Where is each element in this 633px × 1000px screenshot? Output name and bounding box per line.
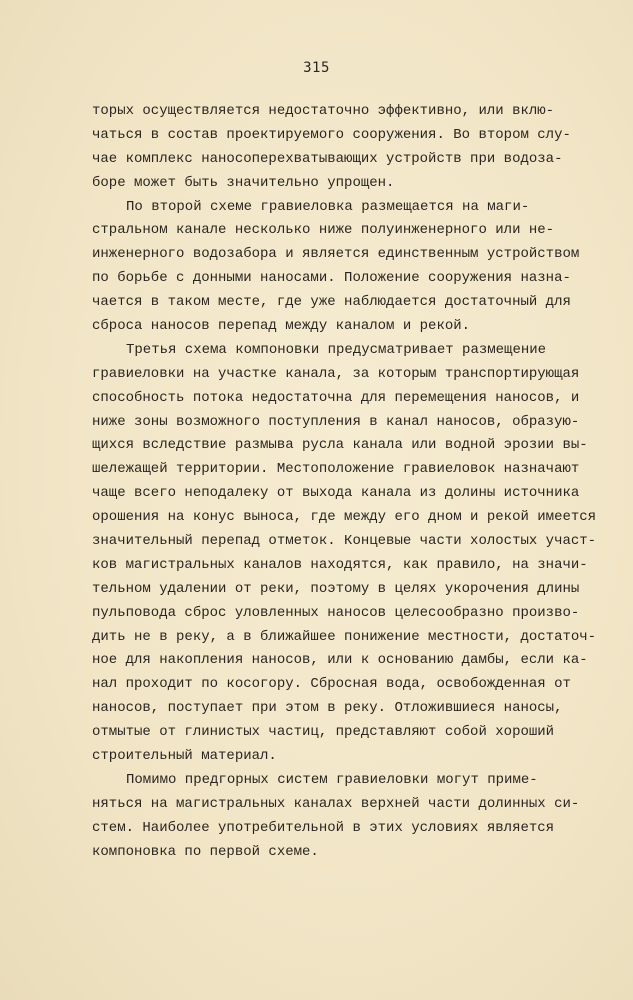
paragraph-1	[92, 100, 572, 196]
text-line: ное для накопления наносов, или к основанию дамбы, если ка-	[92, 652, 588, 669]
text-line: По второй схеме гравиеловка размещается на маги-	[126, 198, 530, 215]
text-line: боре может быть значительно упрощен.	[92, 174, 395, 191]
text-line: отмытые от глинистых частиц, представляют собой хороший	[92, 724, 555, 741]
text-line: стральном канале несколько ниже полуинженерного или не-	[92, 222, 555, 239]
text-line: шележащей территории. Местоположение гравиеловок назначают	[92, 461, 580, 478]
text-line: чается в таком месте, где уже наблюдается достаточный для	[92, 294, 571, 311]
text-line: Третья схема компоновки предусматривает размещение	[126, 341, 547, 358]
paragraph-3	[92, 339, 597, 769]
text-line: чаться в состав проектируемого сооружения. Во втором слу-	[92, 126, 571, 143]
text-line: сброса наносов перепад между каналом и рекой.	[92, 318, 471, 335]
text-line: тельном удалении от реки, поэтому в целях укорочения длины	[92, 580, 580, 597]
text-line: орошения на конус выноса, где между его дном и рекой имеется	[92, 509, 597, 526]
text-line: щихся вследствие размыва русла канала или водной эрозии вы-	[92, 437, 588, 454]
text-line: нал проходит по косогору. Сбросная вода, освобожденная от	[92, 676, 571, 693]
text-line: пульповода сброс уловленных наносов целесообразно произво-	[92, 604, 580, 621]
text-line: наносов, поступает при этом в реку. Отложившиеся наносы,	[92, 700, 563, 717]
text-line: способность потока недостаточна для перемещения наносов, и	[92, 389, 580, 406]
text-line: инженерного водозабора и является единственным устройством	[92, 246, 580, 263]
text-line: гравиеловки на участке канала, за которым транспортирующая	[92, 365, 580, 382]
text-line: стем. Наиболее употребительной в этих условиях является	[92, 819, 555, 836]
text-line: компоновка по первой схеме.	[92, 843, 319, 860]
text-line: торых осуществляется недостаточно эффективно, или вклю-	[92, 103, 555, 119]
text-line: чае комплекс наносоперехватывающих устройств при водоза-	[92, 150, 563, 167]
text-line: ниже зоны возможного поступления в канал наносов, образую-	[92, 413, 580, 430]
text-line: чаще всего неподалеку от выхода канала из долины источника	[92, 485, 580, 502]
text-line: ков магистральных каналов находятся, как правило, на значи-	[92, 556, 588, 573]
text-line: Помимо предгорных систем гравиеловки могут приме-	[126, 771, 538, 788]
page-number: 315	[303, 60, 330, 76]
paragraph-2	[92, 196, 580, 339]
text-line: строительный материал.	[92, 748, 277, 765]
paragraph-4	[92, 769, 580, 865]
text-line: по борьбе с донными наносами. Положение сооружения назна-	[92, 270, 571, 287]
document-body	[92, 100, 597, 865]
text-line: няться на магистральных каналах верхней части долинных си-	[92, 795, 580, 812]
text-line: дить не в реку, а в ближайшее понижение местности, достаточ-	[92, 628, 597, 645]
text-line: значительный перепад отметок. Концевые части холостых участ-	[92, 533, 597, 550]
